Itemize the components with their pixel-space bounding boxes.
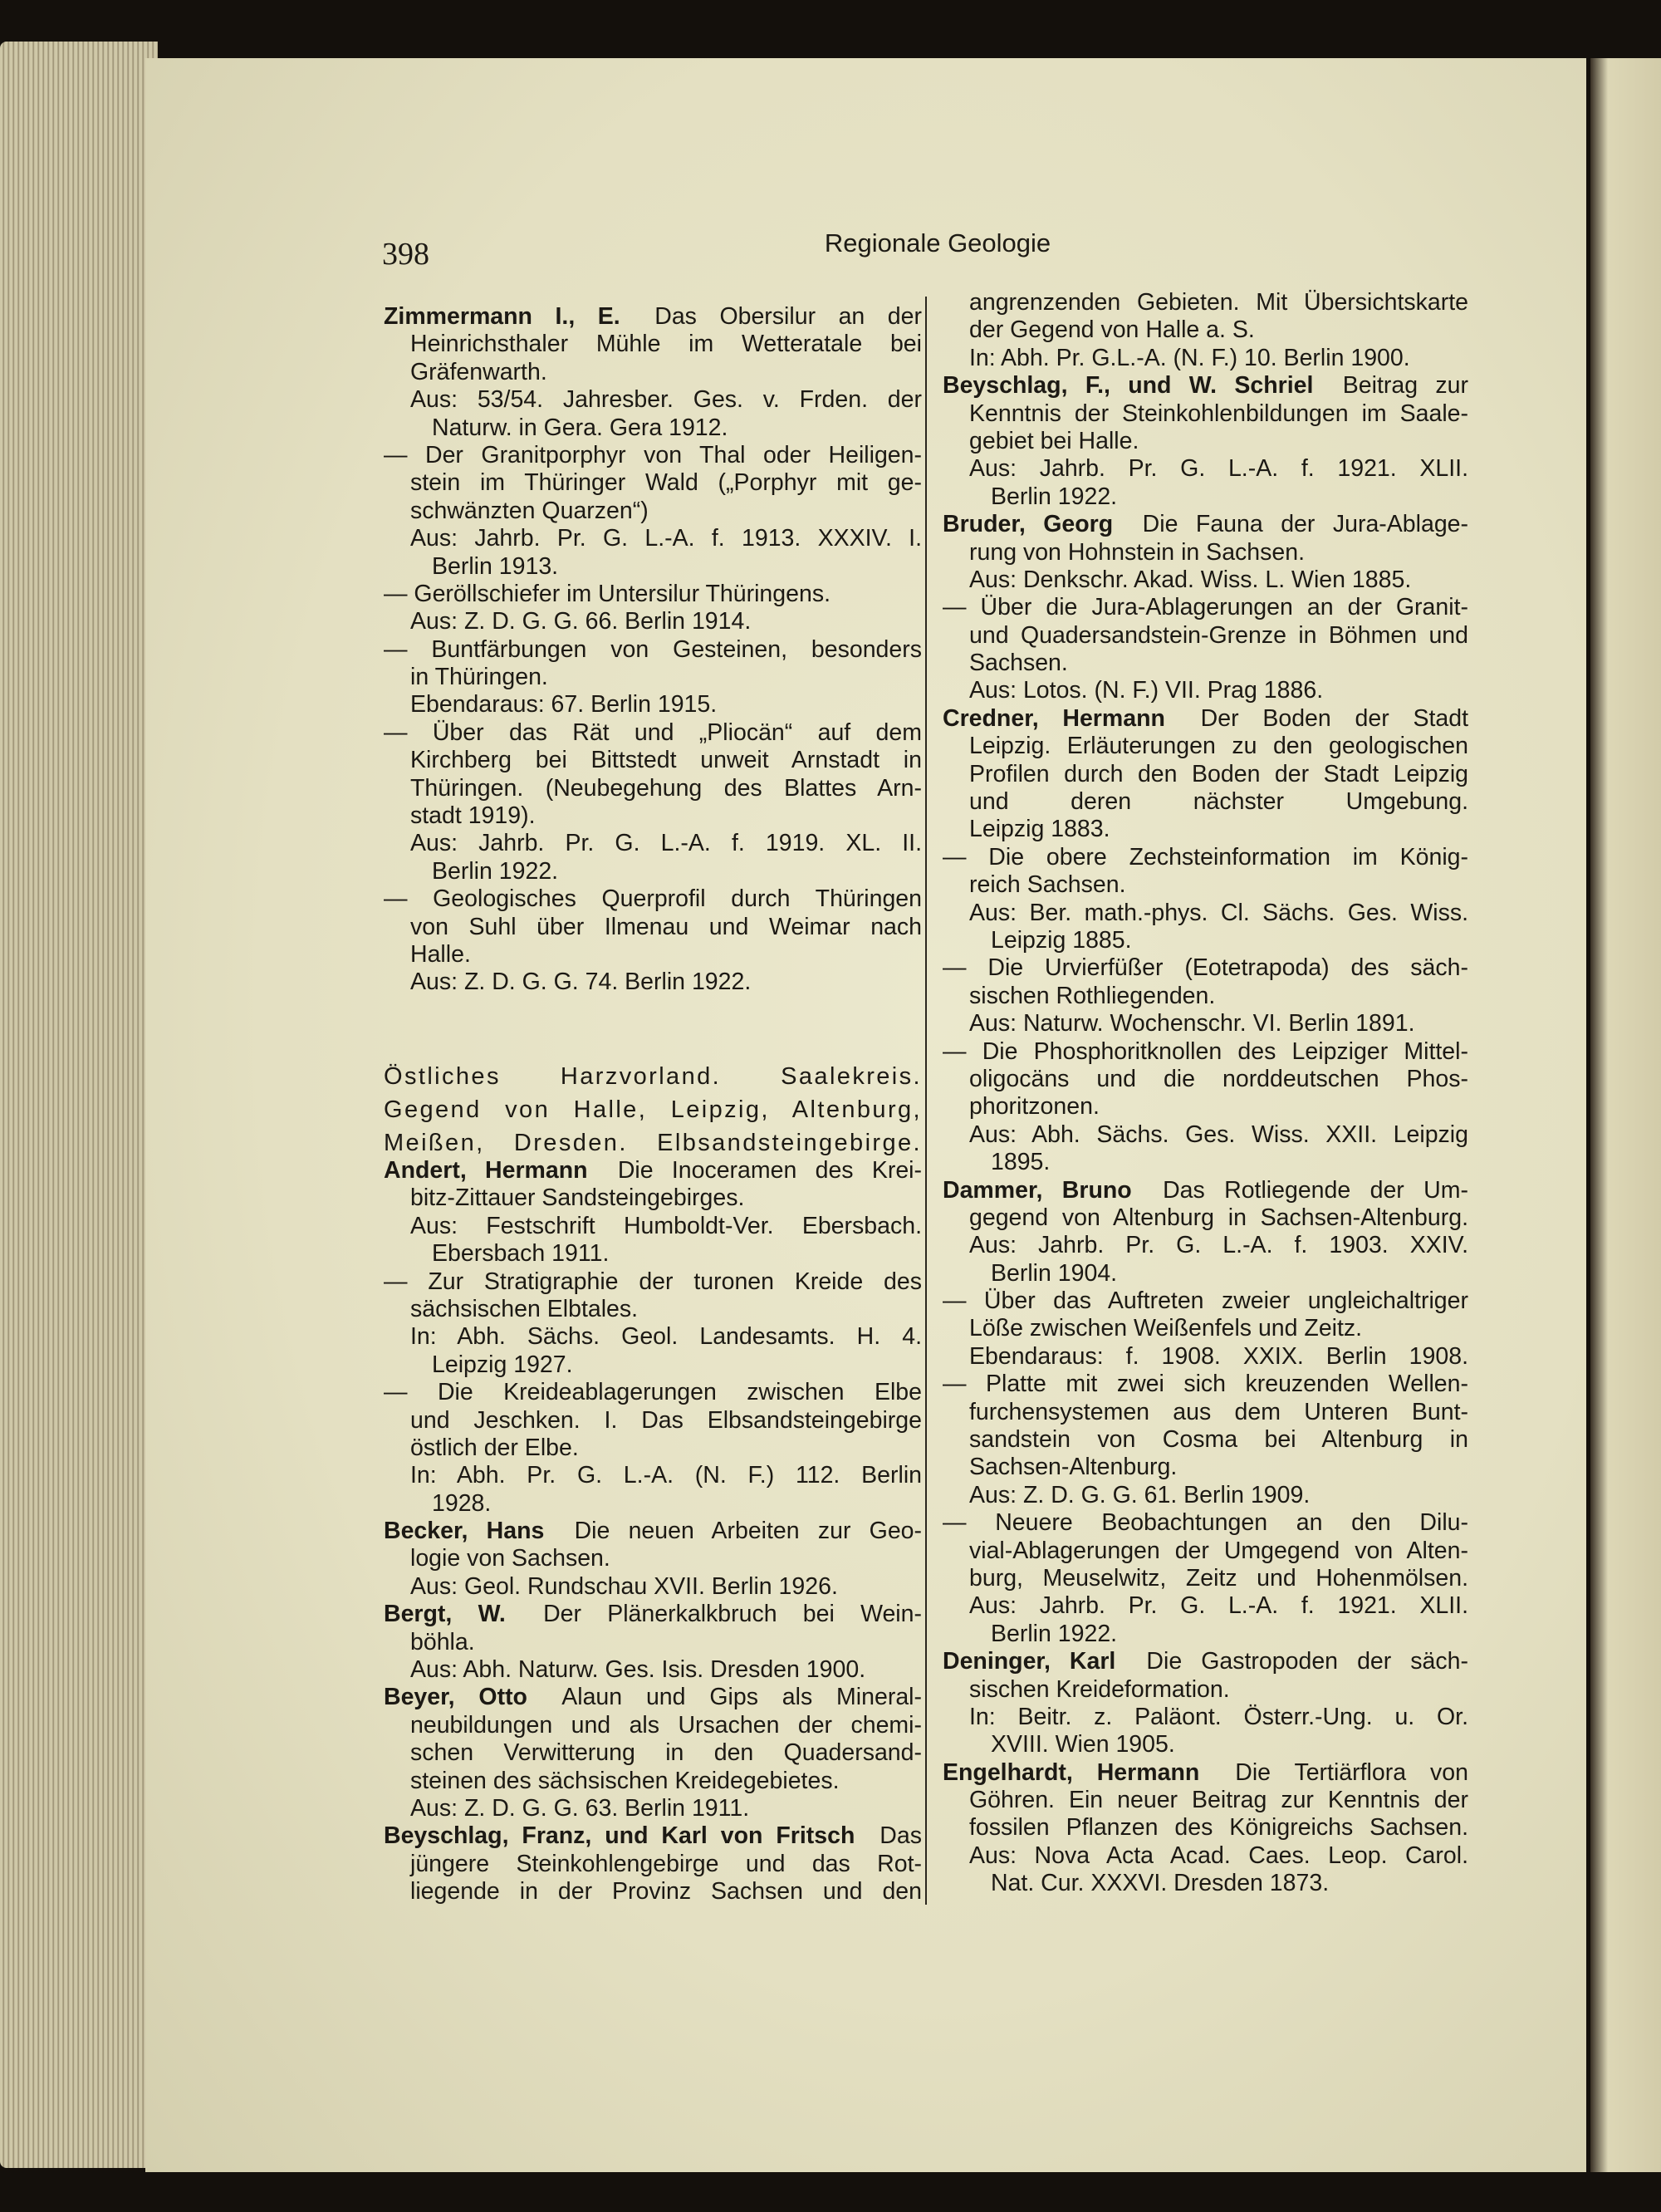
bibliography-line bbox=[943, 1343, 1468, 1371]
entry-text: Das Obersilur an der bbox=[654, 303, 922, 330]
entry-text: Löße zwischen Weißenfels und Zeitz. bbox=[969, 1315, 1363, 1342]
bibliography-line bbox=[943, 316, 1468, 344]
entry-text: Berlin 1922. bbox=[991, 1620, 1118, 1647]
bibliography-line bbox=[384, 1795, 922, 1822]
entry-text: Leipzig. Erläuterungen zu den geologischen bbox=[969, 733, 1468, 760]
entry-text: Aus: Z. D. G. G. 66. Berlin 1914. bbox=[410, 608, 752, 635]
bibliography-entry-start bbox=[943, 511, 1468, 538]
bibliography-line bbox=[384, 1712, 922, 1739]
running-head: Regionale Geologie bbox=[824, 228, 1051, 257]
entry-text: — Über die Jura-Ablagerungen an der Granit- bbox=[943, 594, 1468, 621]
entry-text: Aus: Jahrb. Pr. G. L.-A. f. 1913. XXXIV. I. bbox=[410, 525, 922, 552]
entry-text: Kenntnis der Steinkohlenbildungen im Saale- bbox=[969, 400, 1468, 427]
entry-text: Die Gastropoden der säch- bbox=[1146, 1648, 1468, 1675]
entry-text: Berlin 1922. bbox=[991, 483, 1118, 510]
bibliography-line bbox=[943, 539, 1468, 566]
entry-text: Göhren. Ein neuer Beitrag zur Kenntnis der bbox=[969, 1787, 1468, 1814]
bibliography-line bbox=[384, 1545, 922, 1572]
entry-text: 1928. bbox=[432, 1489, 492, 1517]
bibliography-line bbox=[384, 331, 922, 358]
bibliography-line bbox=[384, 1851, 922, 1878]
author-name: Becker, Hans bbox=[384, 1518, 545, 1545]
entry-text: Die Fauna der Jura-Ablage- bbox=[1142, 511, 1469, 538]
bibliography-line bbox=[384, 608, 922, 635]
bibliography-line bbox=[384, 1184, 922, 1212]
entry-text: Sachsen-Altenburg. bbox=[969, 1454, 1178, 1481]
author-name: Beyschlag, Franz, und Karl von Fritsch bbox=[384, 1822, 855, 1850]
bibliography-line bbox=[384, 469, 922, 497]
entry-text: — Über das Rät und „Pliocän“ auf dem bbox=[384, 719, 922, 746]
bibliography-line bbox=[384, 386, 922, 414]
bibliography-line bbox=[943, 1870, 1468, 1897]
bibliography-line bbox=[384, 1739, 922, 1767]
entry-text: gebiet bei Halle. bbox=[969, 427, 1139, 454]
entry-text: — Über das Auftreten zweier ungleichaltriger bbox=[943, 1287, 1468, 1315]
entry-text: bitz-Zittauer Sandsteingebirges. bbox=[410, 1184, 745, 1212]
entry-text: Aus: Jahrb. Pr. G. L.-A. f. 1903. XXIV. bbox=[969, 1232, 1468, 1259]
bibliography-line bbox=[943, 1315, 1468, 1342]
bibliography-line bbox=[943, 677, 1468, 704]
entry-text: Aus: Festschrift Humboldt-Ver. Ebersbach. bbox=[410, 1212, 922, 1239]
entry-text: Beitrag zur bbox=[1342, 372, 1469, 400]
bibliography-entry-start bbox=[384, 303, 922, 331]
entry-text: vial-Ablagerungen der Umgegend von Alten- bbox=[969, 1537, 1468, 1564]
bibliography-line bbox=[384, 1323, 922, 1351]
author-name: Zimmermann I., E. bbox=[384, 303, 620, 330]
entry-text: sandstein von Cosma bei Altenburg in bbox=[969, 1426, 1468, 1454]
bibliography-line bbox=[384, 885, 922, 913]
bibliography-line bbox=[384, 969, 922, 996]
bibliography-line bbox=[943, 1842, 1468, 1870]
entry-text: — Der Granitporphyr von Thal oder Heiligen- bbox=[384, 441, 922, 468]
entry-text: stadt 1919). bbox=[410, 802, 536, 830]
entry-text: In: Abh. Pr. G.L.-A. (N. F.) 10. Berlin 1900. bbox=[969, 344, 1410, 371]
entry-text: schwänzten Quarzen“) bbox=[410, 497, 649, 524]
bibliography-entry-start bbox=[943, 705, 1468, 733]
entry-text: Aus: Denkschr. Akad. Wiss. L. Wien 1885. bbox=[969, 566, 1412, 593]
bibliography-line bbox=[384, 359, 922, 386]
bibliography-line bbox=[943, 1260, 1468, 1287]
bibliography-line bbox=[384, 1240, 922, 1268]
entry-text: Aus: Geol. Rundschau XVII. Berlin 1926. bbox=[410, 1572, 838, 1600]
author-name: Beyschlag, F., und W. Schriel bbox=[943, 372, 1314, 400]
bibliography-line bbox=[384, 1462, 922, 1489]
entry-text: Leipzig 1885. bbox=[991, 926, 1132, 954]
entry-text: Sachsen. bbox=[969, 650, 1068, 677]
entry-text: In: Beitr. z. Paläont. Österr.-Ung. u. Or. bbox=[969, 1703, 1468, 1730]
bibliography-line bbox=[384, 941, 922, 969]
bibliography-line bbox=[943, 1232, 1468, 1259]
column-divider bbox=[925, 297, 927, 1905]
bibliography-line bbox=[943, 788, 1468, 816]
section-heading-line: Gegend von Halle, Leipzig, Altenburg, bbox=[384, 1096, 922, 1123]
entry-text: und deren nächster Umgebung. bbox=[969, 788, 1468, 816]
entry-text: gegend von Altenburg in Sachsen-Altenburg. bbox=[969, 1204, 1468, 1231]
bibliography-line bbox=[384, 1296, 922, 1323]
bibliography-line bbox=[943, 622, 1468, 650]
bibliography-line bbox=[943, 1565, 1468, 1592]
author-name: Engelhardt, Hermann bbox=[943, 1758, 1200, 1786]
entry-text: — Die Kreideablagerungen zwischen Elbe bbox=[384, 1379, 922, 1406]
author-name: Bergt, W. bbox=[384, 1601, 506, 1628]
entry-text: Aus: Abh. Naturw. Ges. Isis. Dresden 1900. bbox=[410, 1656, 866, 1684]
bibliography-line bbox=[384, 1629, 922, 1656]
entry-text: — Neuere Beobachtungen an den Dilu- bbox=[943, 1509, 1468, 1537]
bibliography-line bbox=[384, 719, 922, 747]
entry-text: Profilen durch den Boden der Stadt Leipzig bbox=[969, 760, 1468, 787]
bibliography-line bbox=[943, 927, 1468, 954]
entry-text: Aus: Abh. Sächs. Ges. Wiss. XXII. Leipzig bbox=[969, 1121, 1468, 1148]
bibliography-line bbox=[943, 1787, 1468, 1814]
bibliography-line bbox=[943, 1482, 1468, 1509]
entry-text: oligocäns und die norddeutschen Phos- bbox=[969, 1065, 1468, 1092]
bibliography-line bbox=[943, 1010, 1468, 1037]
bibliography-line bbox=[943, 1509, 1468, 1537]
entry-text: liegende in der Provinz Sachsen und den bbox=[410, 1878, 922, 1905]
entry-text: Die neuen Arbeiten zur Geo- bbox=[574, 1518, 923, 1545]
entry-text: — Geologisches Querprofil durch Thüringen bbox=[384, 885, 922, 913]
bibliography-line bbox=[384, 1379, 922, 1406]
bibliography-entry-start bbox=[943, 1648, 1468, 1675]
entry-text: sächsischen Elbtales. bbox=[410, 1295, 639, 1322]
entry-text: reich Sachsen. bbox=[969, 871, 1126, 899]
entry-text: — Die Phosphoritknollen des Leipziger Mittel- bbox=[943, 1037, 1468, 1065]
page-number: 398 bbox=[382, 237, 429, 272]
entry-text: rung von Hohnstein in Sachsen. bbox=[969, 538, 1306, 566]
entry-text: Aus: 53/54. Jahresber. Ges. v. Frden. der bbox=[410, 386, 922, 414]
author-name: Bruder, Georg bbox=[943, 511, 1114, 538]
bibliography-line bbox=[943, 733, 1468, 760]
entry-text: XVIII. Wien 1905. bbox=[991, 1731, 1175, 1758]
entry-text: Aus: Jahrb. Pr. G. L.-A. f. 1921. XLII. bbox=[969, 1592, 1468, 1620]
bibliography-line bbox=[943, 400, 1468, 428]
entry-text: Aus: Jahrb. Pr. G. L.-A. f. 1919. XL. II. bbox=[410, 830, 922, 857]
bibliography-entry-start bbox=[384, 1684, 922, 1711]
entry-text: Aus: Nova Acta Acad. Caes. Leop. Carol. bbox=[969, 1842, 1468, 1869]
bibliography-line bbox=[384, 802, 922, 830]
entry-text: Gräfenwarth. bbox=[410, 358, 547, 385]
bibliography-entry-start bbox=[384, 1518, 922, 1545]
bibliography-line bbox=[943, 1731, 1468, 1758]
bibliography-line bbox=[943, 1287, 1468, 1315]
bibliography-entry-start bbox=[384, 1822, 922, 1850]
bibliography-line bbox=[384, 1573, 922, 1601]
entry-text: sischen Rothliegenden. bbox=[969, 982, 1216, 1009]
entry-text: Heinrichsthaler Mühle im Wetteratale bei bbox=[410, 331, 922, 358]
author-name: Credner, Hermann bbox=[943, 704, 1165, 732]
entry-text: — Zur Stratigraphie der turonen Kreide des bbox=[384, 1268, 922, 1295]
entry-text: — Platte mit zwei sich kreuzenden Wellen- bbox=[943, 1371, 1468, 1398]
bibliography-line bbox=[384, 636, 922, 664]
bibliography-line bbox=[384, 1351, 922, 1379]
entry-text: — Buntfärbungen von Gesteinen, besonders bbox=[384, 635, 922, 663]
facing-page-edge bbox=[1590, 58, 1661, 2172]
entry-text: in Thüringen. bbox=[410, 664, 548, 691]
bibliography-line bbox=[943, 566, 1468, 594]
bibliography-line bbox=[384, 1768, 922, 1795]
entry-text: der Gegend von Halle a. S. bbox=[969, 316, 1255, 344]
entry-text: In: Abh. Sächs. Geol. Landesamts. H. 4. bbox=[410, 1323, 922, 1351]
entry-text: Halle. bbox=[410, 940, 471, 968]
entry-text: burg, Meuselwitz, Zeitz und Hohenmölsen. bbox=[969, 1564, 1468, 1592]
section-heading-line: Meißen, Dresden. Elbsandsteingebirge. bbox=[384, 1130, 922, 1156]
bibliography-line bbox=[943, 900, 1468, 927]
entry-text: — Geröllschiefer im Untersilur Thüringens. bbox=[384, 580, 830, 607]
author-name: Beyer, Otto bbox=[384, 1684, 527, 1711]
bibliography-line bbox=[943, 1399, 1468, 1426]
entry-text: östlich der Elbe. bbox=[410, 1434, 579, 1461]
entry-text: In: Abh. Pr. G. L.-A. (N. F.) 112. Berlin bbox=[410, 1462, 922, 1489]
author-name: Dammer, Bruno bbox=[943, 1176, 1132, 1204]
entry-text: und Quadersandstein-Grenze in Böhmen und bbox=[969, 621, 1468, 649]
entry-text: Berlin 1913. bbox=[432, 552, 559, 580]
entry-text: Naturw. in Gera. Gera 1912. bbox=[432, 414, 728, 441]
bibliography-line bbox=[943, 816, 1468, 843]
entry-text: Die Tertiärflora von bbox=[1235, 1758, 1468, 1786]
section-heading bbox=[384, 1060, 922, 1160]
bibliography-line bbox=[384, 414, 922, 442]
bibliography-line bbox=[384, 581, 922, 608]
bibliography-entry-start bbox=[943, 1177, 1468, 1204]
entry-text: Das Rotliegende der Um- bbox=[1163, 1176, 1468, 1204]
entry-text: Ebendaraus: 67. Berlin 1915. bbox=[410, 691, 718, 719]
bibliography-entry-start bbox=[384, 1157, 922, 1184]
bibliography-line bbox=[943, 761, 1468, 788]
bibliography-line bbox=[384, 442, 922, 469]
bibliography-line bbox=[384, 914, 922, 941]
entry-text: stein im Thüringer Wald („Porphyr mit ge- bbox=[410, 469, 922, 497]
bibliography-line bbox=[943, 1621, 1468, 1648]
entry-text: Berlin 1922. bbox=[432, 857, 559, 885]
entry-text: fossilen Pflanzen des Königreichs Sachsen. bbox=[969, 1814, 1468, 1842]
section-heading-line: Östliches Harzvorland. Saalekreis. bbox=[384, 1063, 922, 1090]
author-name: Andert, Hermann bbox=[384, 1157, 588, 1184]
entry-text: Leipzig 1883. bbox=[969, 816, 1110, 843]
bibliography-line bbox=[943, 1592, 1468, 1620]
bibliography-line bbox=[943, 1426, 1468, 1454]
entry-text: von Suhl über Ilmenau und Weimar nach bbox=[410, 913, 922, 940]
right-column bbox=[943, 289, 1468, 1898]
bibliography-line bbox=[384, 775, 922, 802]
entry-text: phoritzonen. bbox=[969, 1093, 1100, 1121]
bibliography-line bbox=[384, 1407, 922, 1435]
bibliography-entry-start bbox=[943, 372, 1468, 400]
entry-text: Ebendaraus: f. 1908. XXIX. Berlin 1908. bbox=[969, 1342, 1468, 1370]
entry-text: Aus: Ber. math.-phys. Cl. Sächs. Ges. Wiss. bbox=[969, 899, 1468, 926]
bibliography-line bbox=[384, 858, 922, 885]
bibliography-line bbox=[384, 664, 922, 691]
bibliography-line bbox=[384, 830, 922, 857]
entry-text: Thüringen. (Neubegehung des Blattes Arn- bbox=[410, 774, 922, 802]
book-page-edges bbox=[0, 42, 158, 2168]
bibliography-line bbox=[943, 1538, 1468, 1565]
entry-text: Ebersbach 1911. bbox=[432, 1240, 610, 1268]
bibliography-line bbox=[943, 1149, 1468, 1176]
bibliography-line bbox=[943, 1454, 1468, 1481]
bibliography-line bbox=[943, 345, 1468, 372]
bibliography-line bbox=[943, 455, 1468, 483]
entry-text: 1895. bbox=[991, 1149, 1051, 1176]
entry-text: angrenzenden Gebieten. Mit Übersichtskarte bbox=[969, 289, 1468, 316]
entry-text: Der Boden der Stadt bbox=[1200, 704, 1468, 732]
bibliography-line bbox=[384, 1878, 922, 1905]
entry-text: sischen Kreideformation. bbox=[969, 1675, 1230, 1703]
entry-text: logie von Sachsen. bbox=[410, 1545, 610, 1572]
bibliography-line bbox=[943, 483, 1468, 511]
bibliography-line bbox=[384, 498, 922, 525]
bibliography-line bbox=[943, 428, 1468, 455]
entry-text: Der Plänerkalkbruch bei Wein- bbox=[543, 1601, 922, 1628]
bibliography-line bbox=[384, 1268, 922, 1296]
entry-text: Nat. Cur. XXXVI. Dresden 1873. bbox=[991, 1870, 1330, 1897]
bibliography-line bbox=[943, 871, 1468, 899]
left-column-bottom bbox=[384, 1157, 922, 1906]
entry-text: Alaun und Gips als Mineral- bbox=[561, 1684, 922, 1711]
bibliography-line bbox=[384, 691, 922, 719]
bibliography-line bbox=[384, 553, 922, 581]
entry-text: Aus: Z. D. G. G. 74. Berlin 1922. bbox=[410, 969, 752, 996]
entry-text: Berlin 1904. bbox=[991, 1259, 1118, 1287]
bibliography-line bbox=[384, 1490, 922, 1518]
bibliography-line bbox=[384, 1656, 922, 1684]
entry-text: Aus: Z. D. G. G. 63. Berlin 1911. bbox=[410, 1794, 750, 1822]
bibliography-line bbox=[943, 1066, 1468, 1093]
left-column-top bbox=[384, 303, 922, 997]
entry-text: schen Verwitterung in den Quadersand- bbox=[410, 1739, 922, 1767]
entry-text: Aus: Z. D. G. G. 61. Berlin 1909. bbox=[969, 1481, 1311, 1508]
entry-text: Die Inoceramen des Krei- bbox=[617, 1157, 922, 1184]
entry-text: Leipzig 1927. bbox=[432, 1351, 573, 1378]
bibliography-line bbox=[943, 983, 1468, 1010]
entry-text: jüngere Steinkohlengebirge und das Rot- bbox=[410, 1850, 922, 1877]
bibliography-line bbox=[943, 1676, 1468, 1704]
bibliography-line bbox=[943, 1371, 1468, 1398]
bibliography-entry-start bbox=[943, 1759, 1468, 1787]
bibliography-line bbox=[943, 954, 1468, 982]
entry-text: Das bbox=[879, 1822, 922, 1850]
entry-text: Kirchberg bei Bittstedt unweit Arnstadt in bbox=[410, 747, 922, 774]
bibliography-line bbox=[384, 525, 922, 552]
bibliography-line bbox=[384, 1213, 922, 1240]
bibliography-line bbox=[943, 1204, 1468, 1232]
entry-text: neubildungen und als Ursachen der chemi- bbox=[410, 1711, 922, 1739]
author-name: Deninger, Karl bbox=[943, 1648, 1116, 1675]
bibliography-line bbox=[943, 1093, 1468, 1121]
bibliography-line bbox=[943, 1038, 1468, 1066]
bibliography-line bbox=[384, 747, 922, 774]
entry-text: und Jeschken. I. Das Elbsandsteingebirge bbox=[410, 1406, 922, 1434]
entry-text: böhla. bbox=[410, 1628, 475, 1655]
bibliography-line bbox=[943, 594, 1468, 621]
bibliography-line bbox=[943, 1704, 1468, 1731]
entry-text: — Die Urvierfüßer (Eotetrapoda) des säch- bbox=[943, 954, 1468, 982]
bibliography-line bbox=[943, 1814, 1468, 1842]
entry-text: steinen des sächsischen Kreidegebietes. bbox=[410, 1767, 840, 1794]
entry-text: furchensystemen aus dem Unteren Bunt- bbox=[969, 1398, 1468, 1425]
bibliography-line bbox=[384, 1435, 922, 1462]
bibliography-line bbox=[943, 650, 1468, 677]
bibliography-line bbox=[943, 1121, 1468, 1149]
entry-text: — Die obere Zechsteinformation im König- bbox=[943, 843, 1468, 871]
bibliography-entry-start bbox=[384, 1601, 922, 1628]
entry-text: Aus: Naturw. Wochenschr. VI. Berlin 1891. bbox=[969, 1010, 1415, 1037]
entry-text: Aus: Jahrb. Pr. G. L.-A. f. 1921. XLII. bbox=[969, 455, 1468, 483]
bibliography-line bbox=[943, 289, 1468, 316]
entry-text: Aus: Lotos. (N. F.) VII. Prag 1886. bbox=[969, 677, 1324, 704]
bibliography-line bbox=[943, 844, 1468, 871]
